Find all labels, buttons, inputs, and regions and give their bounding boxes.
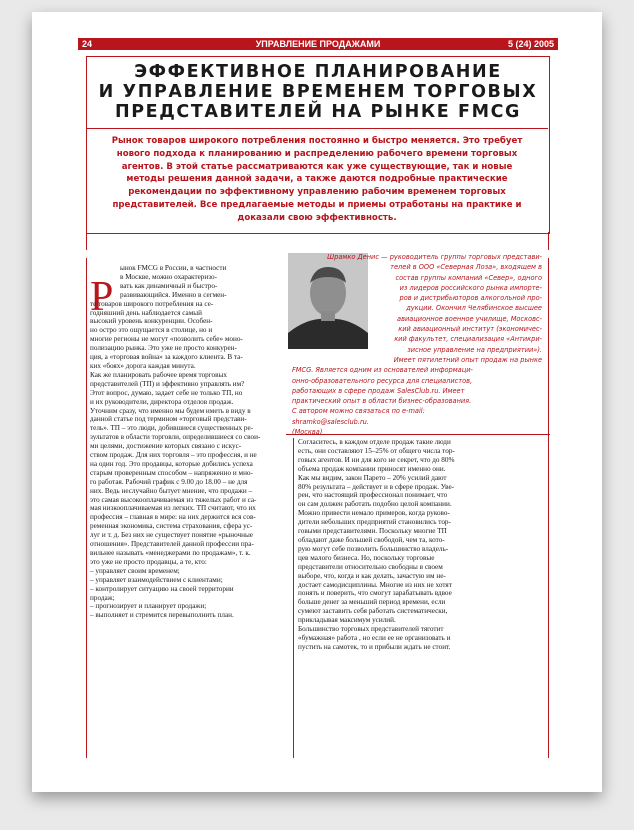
text-line: – управляет взаимодействием с клиентами; [90, 575, 223, 584]
text-line: он сам должен работать подобно целой компании. [298, 500, 452, 509]
text-line: это уже не просто продавцы, а те, кто: [90, 557, 207, 566]
text-line: – контролирует ситуацию на своей территории [90, 584, 234, 593]
frame-line [86, 258, 87, 758]
text-line: профессия – главная в мире: на них держится вся сов- [90, 513, 256, 522]
author-email: shramko@salesclub.ru. [292, 417, 369, 426]
bio-line: практический опыт в области бизнес-образования. [292, 397, 472, 406]
frame-line [548, 258, 549, 758]
text-line: Этот вопрос, думаю, задает себе не только ТП, но [90, 388, 243, 397]
title-line: ПРЕДСТАВИТЕЛЕЙ НА РЫНКЕ FMCG [114, 102, 522, 122]
text-line: прикладывая максимум усилий. [298, 616, 396, 625]
text-line: – управляет своим временем; [90, 566, 180, 575]
bio-line: из лидеров российского рынка импорте- [399, 283, 542, 292]
article-title [90, 62, 546, 122]
text-line: развивающийся. Именно в сегмен- [120, 290, 227, 299]
text-line: есть, они составляют 15–25% от общего числа тор- [298, 446, 455, 455]
bio-line: работающих в сфере продаж SalesClub.ru. Имеет [292, 386, 465, 395]
text-line: объема продаж компании приносят именно они. [298, 464, 446, 473]
text-line: ством продаж. Для них торговля – это профессия, и не [90, 451, 257, 460]
bio-line: кий факультет, специализация «Антикри- [394, 335, 542, 344]
bio-line: авиационное военное училище, Московс- [397, 314, 542, 323]
text-line: Согласитесь, в каждом отделе продаж такие люди [298, 438, 451, 446]
left-column-text [90, 264, 288, 620]
text-line: них. Ведь неслучайно бытует мнение, что продажи – [90, 486, 253, 495]
text-line: обладают даже большей свободой, чем та, кото- [298, 535, 445, 544]
lead-line: нового подхода к планированию и распределению рабочего времени торговых [116, 148, 518, 159]
frame-line [86, 232, 87, 250]
drop-cap: Р [90, 274, 114, 320]
author-city: (Москва) [292, 428, 323, 437]
text-line: это самая высокооплачиваемая из тяжелых работ и са- [90, 495, 257, 504]
text-line: представители относительно свободны в своем [298, 562, 443, 571]
frame-line [548, 232, 549, 250]
article-lead [96, 135, 538, 225]
text-line: Уточним сразу, что именно мы будем иметь в виду в [90, 406, 251, 415]
text-line: дители небольших предприятий становились тор- [298, 518, 451, 527]
issue-number: 5 (24) 2005 [507, 39, 554, 49]
text-line: го работая. Рабочий график с 9.00 до 18.00 – не для [90, 477, 248, 486]
text-line: цев малого бизнеса. Но, поскольку торговые [298, 553, 435, 562]
text-line: пустить на самотек, то и прибыли ждать не стоит. [298, 642, 451, 651]
text-line: те товаров широкого потребления на се- [90, 299, 214, 308]
bio-line: состав группы компаний «Север», одного [395, 273, 542, 282]
lead-line: агентов. В этой статье рассматриваются как уже существующие, так и новые [121, 161, 513, 172]
text-line: ми целями, достижение которых связано с искус- [90, 442, 242, 451]
text-line: – прогнозирует и планирует продажи; [90, 602, 207, 611]
text-line: рую могут себе позволить большинство владель- [298, 544, 449, 553]
text-line: говых агентов. И ни для кого не секрет, что до 80% [298, 455, 455, 464]
bio-line: FMCG. Является одним из основателей информаци- [292, 366, 473, 375]
title-divider [86, 128, 548, 129]
text-line: мая низкооплачиваемая из легких. ТП считают, что их [90, 504, 256, 513]
lead-line: доказали свою эффективность. [237, 212, 397, 223]
bio-line: зисное управление на предприятии»). [407, 345, 542, 354]
text-line: Как же планировать рабочее время торговых [90, 370, 227, 379]
text-line: 80% результата – действует и в сфере продаж. Уве- [298, 482, 455, 491]
text-line: луг и т. д. Без них не существует понятие «рыночные [90, 531, 253, 540]
column-divider [293, 438, 294, 758]
lead-line: Рынок товаров широкого потребления постоянно и быстро меняется. Это требует [111, 136, 523, 146]
text-line: вильнее называть «менеджерами по продажам», т. к. [90, 549, 251, 557]
text-line: зультатов в области торговли, определившиеся со свои- [90, 433, 261, 442]
text-line: Большинство торговых представителей тяготит [298, 625, 444, 634]
text-line: достает самодисциплины. Многие из них не хотят [298, 580, 452, 589]
text-line: но остро это ощущается в столице, но и [90, 326, 213, 335]
text-line: годняшний день наблюдается самый [90, 308, 202, 317]
text-line: больше денег за меньший период времени, если [298, 598, 446, 607]
bio-line: Имеет пятилетний опыт продаж на рынке [393, 355, 542, 364]
text-line: ременная экономика, система страхования, сфера ус- [90, 522, 253, 531]
text-line: и их руководители, директора отделов продаж. [90, 397, 234, 406]
page-number: 24 [82, 39, 93, 49]
lead-line: представителей. Все предлагаемые методы и приемы отработаны на практике и [112, 199, 522, 210]
bio-line: кий авиационный институт (экономичес- [398, 325, 542, 334]
text-line: данной статье под термином «торговый представи- [90, 415, 247, 424]
title-line: ЭФФЕКТИВНОЕ ПЛАНИРОВАНИЕ [134, 62, 502, 82]
running-head [78, 38, 558, 50]
title-line: И УПРАВЛЕНИЕ ВРЕМЕНЕМ ТОРГОВЫХ [98, 82, 538, 102]
text-line: на один год. Это продавцы, которые добились успеха [90, 459, 253, 468]
text-line: Как мы видим, закон Парето – 20% усилий дают [298, 473, 447, 482]
bio-line: телей в ООО «Северная Лоза», входящем в [390, 263, 542, 272]
text-line: рен, что настоящий профессионал понимает, что [298, 491, 448, 500]
bio-line: ров и дистрибьюторов алкогольной про- [399, 294, 542, 303]
bio-line: онно-образовательного ресурса для специалистов, [292, 376, 473, 385]
lead-line: методы решения данной задачи, а также даются подробные практические [126, 174, 508, 185]
text-line: тель». ТП – это люди, добившиеся существенных ре- [90, 424, 254, 433]
text-line: сумеют заставить себя работать систематически, [298, 607, 448, 616]
right-column-text [298, 438, 544, 652]
text-line: вать как динамичный и быстро- [120, 281, 218, 290]
section-name: УПРАВЛЕНИЕ ПРОДАЖАМИ [255, 39, 381, 49]
author-bio [292, 252, 542, 437]
text-line: многие регионы не могут «позволить себе» моно- [90, 335, 243, 344]
bio-line: дукции. Окончил Челябинское высшее [406, 304, 542, 313]
text-line: выборе, что, когда и как делать, зачастую им не- [298, 571, 446, 580]
text-line: отношения». Представителей данной профессии пра- [90, 540, 254, 549]
lead-line: рекомендации по эффективному управлению рабочим временем торговых [128, 187, 506, 198]
text-line: полизацию рынка. Это уже не просто конкурен- [90, 344, 237, 353]
text-line: представителей (ТП) и эффективно управлять им? [90, 379, 245, 388]
text-line: «бумажная» работа , но если ее не организовать и [298, 633, 451, 642]
text-line: ких «боях» дорога каждая минута. [90, 361, 196, 370]
text-line: ынок FMCG в России, в частности [120, 264, 227, 272]
text-line: в Москве, можно охарактеризо- [120, 272, 217, 281]
text-line: продаж; [90, 593, 115, 602]
text-line: ция, а «торговая война» за каждого клиента. В та- [90, 353, 243, 362]
bio-line: Шрамко Денис — руководитель группы торговых представи- [327, 253, 542, 261]
text-line: понять и поверить, что смогут зарабатывать вдвое [298, 589, 452, 598]
text-line: высокий уровень конкуренции. Особен- [90, 317, 213, 326]
text-line: – выполняет и стремится перевыполнить план. [90, 611, 234, 620]
text-line: говыми представителями. Поскольку многие ТП [298, 527, 447, 536]
text-line: Можно привести немало примеров, когда руково- [298, 509, 450, 518]
bio-line: С автором можно связаться по e-mail: [292, 407, 425, 416]
text-line: старым проверенным способом – напряженно и мно- [90, 468, 253, 477]
